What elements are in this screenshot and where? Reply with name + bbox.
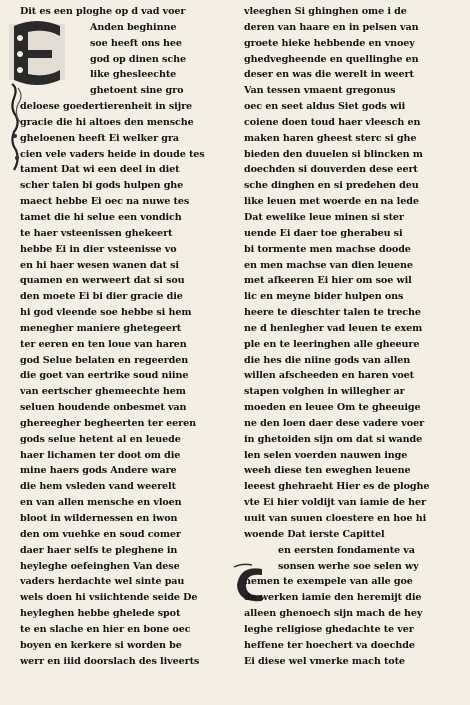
text-line: ghetoent sine gro — [90, 85, 184, 97]
text-line: vte Ei hier voldijt van iamie de her — [244, 497, 426, 509]
text-line: gods selue hetent al en leuede — [20, 433, 181, 445]
text-line: sonsen werhe soe selen wy — [278, 560, 419, 572]
text-line: stapen volghen in willegher ar — [244, 386, 405, 398]
text-line: heyleghe oefeinghen Van dese — [20, 560, 180, 572]
text-line: ghereegher begheerten ter eeren — [20, 417, 197, 429]
text-line: ghedvegheende en quellinghe en — [244, 53, 419, 65]
text-line: uuit van suuen cloestere en hoe hi — [244, 513, 427, 524]
text-line: cien vele vaders heide in doude tes — [20, 148, 205, 160]
text-line: leeest ghehraeht Hier es de ploghe — [244, 481, 430, 493]
text-line: deloese goedertierenheit in sijre — [20, 101, 193, 113]
text-line: tament Dat wi een deel in diet — [20, 164, 180, 176]
text-line: doechden si douverden dese eert — [244, 164, 418, 176]
text-line: heere te dieschter talen te treche — [244, 307, 421, 319]
text-line: wels doen hi vsiichtende seide De — [20, 592, 198, 604]
text-line: maken haren gheest sterc si ghe — [244, 132, 417, 144]
text-line: die hem vsleden vand weerelt — [20, 481, 176, 493]
text-line: Van tessen vmaent gregonus — [244, 85, 396, 97]
text-line: scher talen bi gods hulpen ghe — [20, 180, 184, 192]
text-line: ne d henlegher vad leuen te exem — [244, 322, 423, 334]
text-line: mine haers gods Andere ware — [20, 465, 177, 477]
text-line: seluen houdende onbesmet van — [20, 402, 187, 414]
text-line: maect hebbe Ei oec na nuwe tes — [20, 196, 190, 208]
text-line: hi god vleende soe hebbe si hem — [20, 307, 192, 319]
text-line: groete hieke hebbende en vnoey — [244, 37, 415, 49]
text-line: bloot in wildernessen en iwon — [20, 513, 178, 524]
text-line: haer lichamen ter doot om die — [20, 449, 181, 461]
text-line: leghe religiose ghedachte te ver — [244, 623, 414, 635]
text-line: like ghesleechte — [90, 69, 177, 81]
text-line: oec en seet aldus Siet gods wii — [244, 101, 406, 113]
text-line: gheloenen heeft Ei welker gra — [20, 132, 179, 144]
text-line: den moete Ei bi dier gracie die — [20, 291, 183, 303]
text-line: lic en meyne bider hulpen ons — [244, 291, 404, 303]
text-line: werr en iiid doorslach des liveerts — [20, 655, 200, 667]
text-line: soe heeft ons hee — [90, 37, 182, 49]
text-line: hebbe Ei in dier vsteenisse vo — [20, 243, 177, 255]
text-line: van eertscher ghemeechte hem — [20, 386, 186, 398]
text-line: ne den loen daer dese vadere voer — [244, 417, 425, 429]
chapter-heading: woende Dat ierste Capittel — [244, 528, 385, 540]
text-line: heyleghen hebbe ghelede spot — [20, 608, 181, 620]
text-line: boyen en kerkere si worden be — [20, 639, 182, 651]
text-line: de werken iamie den heremijt die — [244, 592, 422, 604]
text-line: en men machse van dien leuene — [244, 259, 413, 271]
text-line: god op dinen sche — [90, 53, 186, 65]
text-line: gracie die hi altoes den mensche — [20, 116, 194, 128]
text-line: like leuen met woerde en na lede — [244, 196, 419, 208]
text-line: den om vuehke en soud comer — [20, 528, 181, 540]
text-line: weeh diese ten eweghen leuene — [244, 465, 411, 477]
text-line: die hes die niine gods van allen — [244, 354, 411, 366]
text-line: ter eeren en ten loue van haren — [20, 338, 187, 350]
text-line: te en slache en hier en bone oec — [20, 623, 191, 635]
text-line: tamet die hi selue een vondich — [20, 211, 182, 223]
text-line: sche dinghen en si predehen deu — [244, 180, 419, 192]
text-line: len selen voerden nauwen inge — [244, 449, 408, 461]
text-line: menegher maniere ghetegeert — [20, 322, 182, 334]
text-line: in ghetoiden sijn om dat si wande — [244, 433, 423, 445]
text-line: willen afscheeden en haren voet — [244, 370, 415, 382]
text-line: heffene ter hoechert va doechde — [244, 639, 415, 651]
text-line: en van allen mensche en vloen — [20, 497, 182, 509]
text-line: alleen ghenoech sijn mach de hey — [244, 608, 423, 620]
text-line: god Selue belaten en regeerden — [20, 354, 189, 366]
text-line: en eersten fondamente va — [278, 544, 415, 556]
text-line: vaders herdachte wel sinte pau — [20, 576, 185, 588]
text-line: te haer vsteenissen ghekeert — [20, 227, 173, 239]
text-line: met afkeeren Ei hier om soe wil — [244, 275, 412, 287]
right-column — [244, 4, 462, 669]
text-line: deren van haare en in pelsen van — [244, 21, 419, 33]
text-line: coiene doen toud haer vleesch en — [244, 116, 421, 128]
text-line: en hi haer wesen wanen dat si — [20, 259, 179, 271]
text-line: die goet van eertrike soud niine — [20, 370, 189, 382]
left-column — [20, 4, 225, 669]
text-line: uende Ei daer toe gherabeu si — [244, 227, 403, 239]
text-line: bi tormente men machse doode — [244, 243, 411, 255]
text-line: moeden en leuee Om te gheeuige — [244, 402, 421, 414]
text-line: bieden den duuelen si blincken m — [244, 148, 423, 160]
text-line: Ei diese wel vmerke mach tote — [244, 655, 405, 667]
text-line: vleeghen Si ghinghen ome i de — [244, 6, 407, 17]
text-line: Anden beghinne — [90, 21, 177, 33]
text-line: Dit es een ploghe op d vad voer — [20, 6, 186, 17]
text-line: Dat ewelike leue minen si ster — [244, 211, 404, 223]
text-line: daer haer selfs te pleghene in — [20, 544, 178, 556]
text-line: deser en was die werelt in weert — [244, 69, 414, 81]
text-line: ple en te leeringhen alle gheeure — [244, 338, 420, 350]
text-line: quamen en werweert dat si sou — [20, 275, 185, 287]
text-line: nemen te exempele van alle goe — [244, 576, 413, 588]
